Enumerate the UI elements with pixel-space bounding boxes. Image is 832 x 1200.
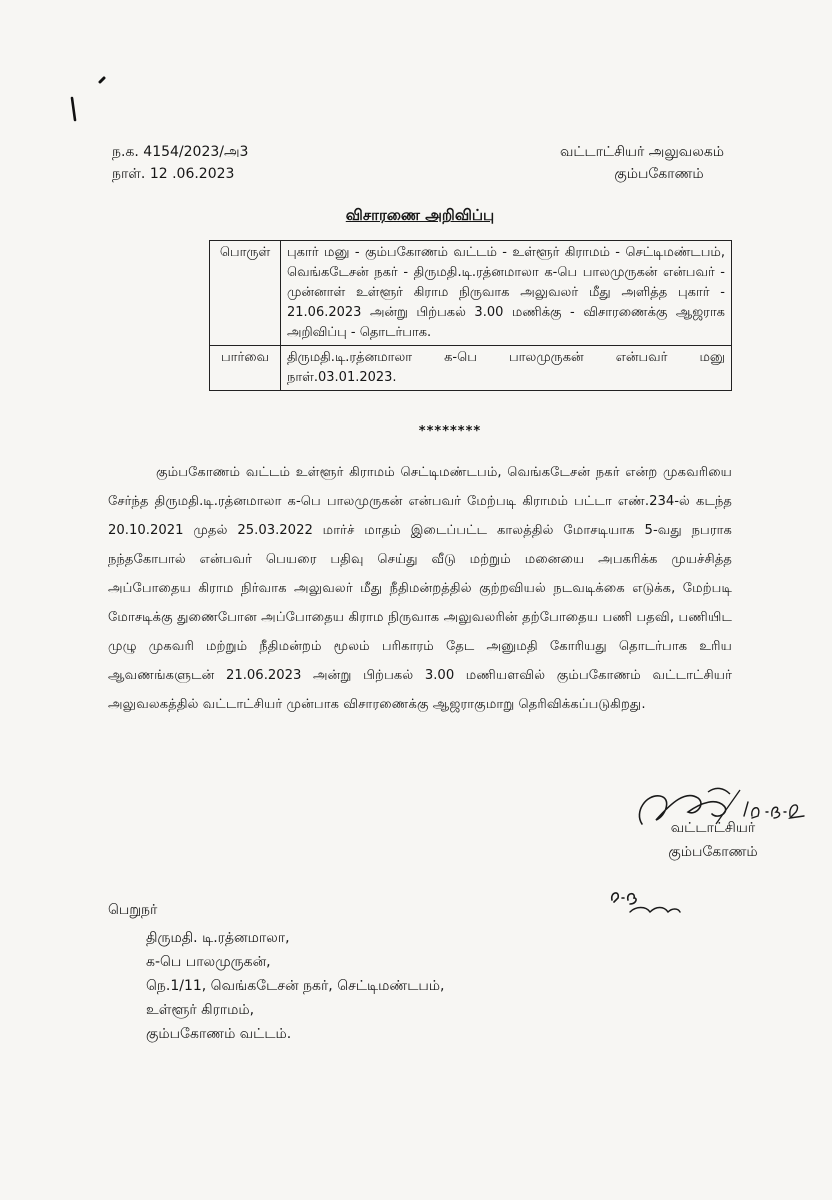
subject-value: புகார் மனு - கும்பகோணம் வட்டம் - உள்ளூர் கிராமம் - செட்டிமண்டபம், வெங்கடேசன் நகர் - திருமதி.டி.ரத்னமாலா க-பெ பாலமுருகன் என்பவர் - முன்னாள் உள்ளூர் கிராம நிருவாக அலுவலர் மீது அளித்த புகார் - 21.06.2023 அன்று பிற்பகல் 3.00 மணிக்கு - விசாரணைக்கு ஆஜராக அறிவிப்பு - தொடர்பாக. xyxy=(281,241,732,346)
reference-block xyxy=(112,141,248,185)
subject-table xyxy=(209,240,732,391)
handwritten-initial xyxy=(606,884,686,918)
reference-row xyxy=(210,346,732,391)
reference-number: ந.க. 4154/2023/அ3 xyxy=(112,144,249,160)
subject-row xyxy=(210,241,732,346)
reference-label: பார்வை xyxy=(210,346,281,391)
notice-title-text: விசாரணை அறிவிப்பு xyxy=(345,206,495,224)
notice-body-text: கும்பகோணம் வட்டம் உள்ளூர் கிராமம் செட்டிமண்டபம், வெங்கடேசன் நகர் என்ற முகவரியை சேர்ந்த திருமதி.டி.ரத்னமாலா க-பெ பாலமுருகன் என்பவர் மேற்படி கிராமம் பட்டா எண்.234-ல் கடந்த 20.10.2021 முதல் 25.03.2022 மார்ச் மாதம் இடைப்பட்ட காலத்தில் மோசடியாக 5-வது நபராக நந்தகோபால் என்பவர் பெயரை பதிவு செய்து வீடு மற்றும் மனையை அபகரிக்க முயச்சித்த அப்போதைய கிராம நிர்வாக அலுவலர் மீது நீதிமன்றத்தில் குற்றவியல் நடவடிக்கை எடுக்க, மேற்படி மோசடிக்கு துணைபோன அப்போதைய கிராம நிருவாக அலுவலரின் தற்போதைய பணி பதவி, பணியிட முழு முகவரி மற்றும் நீதிமன்றம் மூலம் பரிகாரம் தேட அனுமதி கோரியது தொடர்பாக உரிய ஆவணங்களுடன் 21.06.2023 அன்று பிற்பகல் 3.00 மணியளவில் கும்பகோணம் வட்டாட்சியர் அலுவலகத்தில் வட்டாட்சியர் முன்பாக விசாரணைக்கு ஆஜராகுமாறு தெரிவிக்கப்படுகிறது. xyxy=(108,465,732,712)
recipient-line: கும்பகோணம் வட்டம். xyxy=(146,1026,292,1042)
stray-ink-mark xyxy=(62,76,108,126)
recipient-heading: பெறுநர் xyxy=(108,902,158,918)
reference-value: திருமதி.டி.ரத்னமாலா க-பெ பாலமுருகன் என்பவர் மனு நாள்.03.01.2023. xyxy=(281,346,732,391)
notice-title xyxy=(210,206,630,226)
subject-label: பொருள் xyxy=(210,241,281,346)
recipient-address xyxy=(146,926,444,1046)
separator-stars: ******** xyxy=(418,424,482,439)
notice-date: நாள். 12 .06.2023 xyxy=(112,166,235,182)
signatory-designation: வட்டாட்சியர் xyxy=(670,820,756,836)
office-block xyxy=(552,141,732,185)
office-place: கும்பகோணம் xyxy=(614,166,704,182)
recipient-line: க-பெ பாலமுருகன், xyxy=(146,954,271,970)
signatory-place: கும்பகோணம் xyxy=(668,844,758,860)
notice-body xyxy=(108,458,732,719)
signature-block xyxy=(628,816,798,864)
office-name: வட்டாட்சியர் அலுவலகம் xyxy=(559,144,725,160)
recipient-line: உள்ளூர் கிராமம், xyxy=(146,1002,255,1018)
recipient-line: நெ.1/11, வெங்கடேசன் நகர், செட்டிமண்டபம், xyxy=(146,978,445,994)
recipient-line: திருமதி. டி.ரத்னமாலா, xyxy=(146,930,290,946)
